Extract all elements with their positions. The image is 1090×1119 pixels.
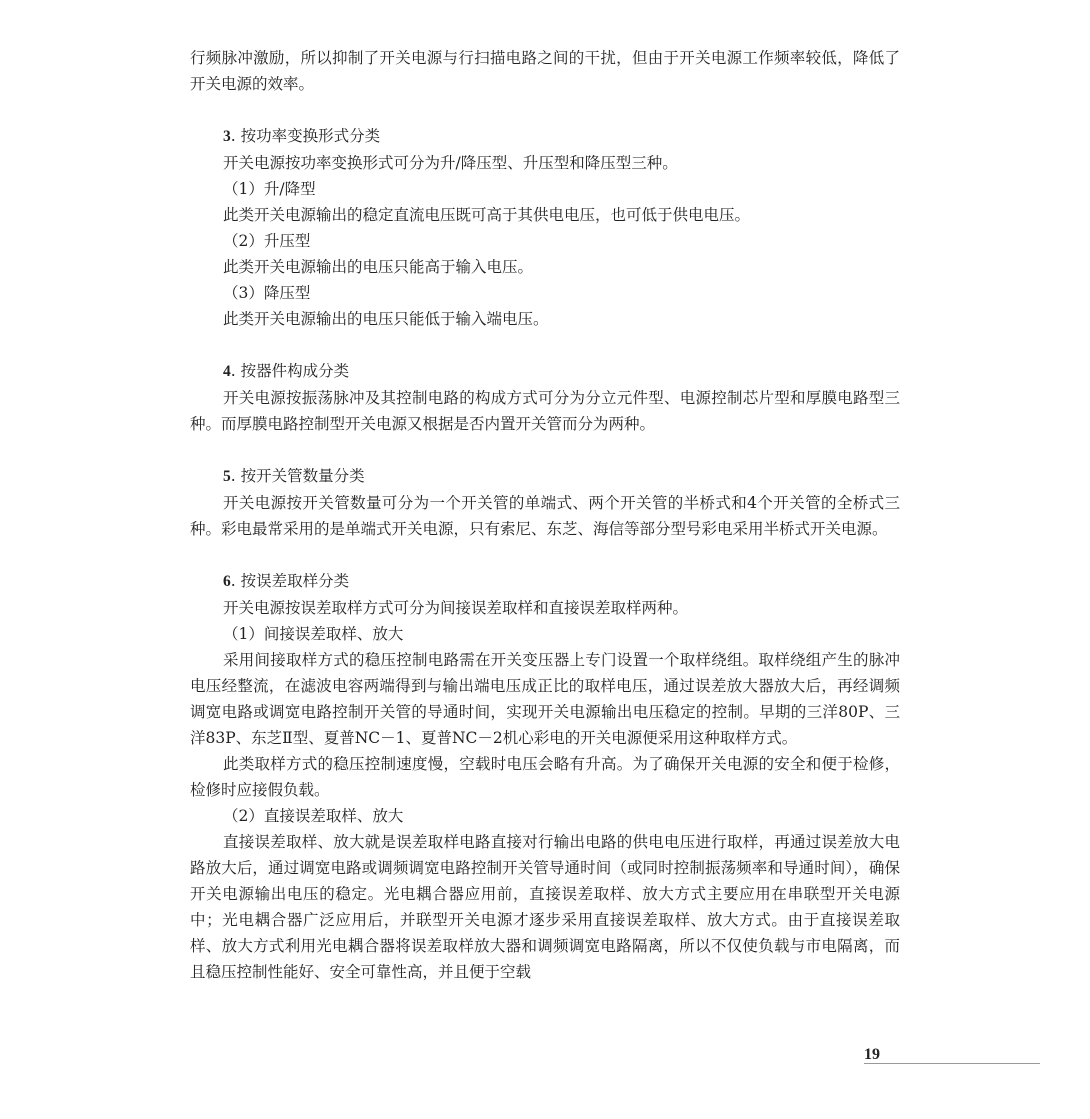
section-heading-4	[190, 358, 900, 385]
paragraph: 开关电源按振荡脉冲及其控制电路的构成方式可分为分立元件型、电源控制芯片型和厚膜电路型三种。而厚膜电路控制型开关电源又根据是否内置开关管而分为两种。	[190, 389, 900, 433]
section-heading-5	[190, 463, 900, 490]
paragraph: 此类开关电源输出的电压只能低于输入端电压。	[223, 310, 549, 328]
paragraph: 此类开关电源输出的稳定直流电压既可高于其供电电压，也可低于供电电压。	[223, 206, 751, 224]
footer-rule	[864, 1063, 1040, 1064]
list-item-heading: （3）降压型	[223, 284, 311, 302]
paragraph: 此类开关电源输出的电压只能高于输入电压。	[223, 258, 534, 276]
section-heading-3	[190, 123, 900, 150]
section-title: . 按开关管数量分类	[230, 467, 365, 485]
paragraph: 开关电源按误差取样方式可分为间接误差取样和直接误差取样两种。	[223, 599, 689, 617]
section-number: 3	[223, 128, 231, 145]
list-item-heading: （1）升/降型	[223, 180, 316, 198]
section-title: . 按误差取样分类	[230, 572, 350, 590]
page-number: 19	[864, 1046, 880, 1063]
paragraph: 此类取样方式的稳压控制速度慢，空载时电压会略有升高。为了确保开关电源的安全和便于检修，检修时应接假负载。	[190, 755, 900, 799]
paragraph: 直接误差取样、放大就是误差取样电路直接对行输出电路的供电电压进行取样，再通过误差放大电路放大后，通过调宽电路或调频调宽电路控制开关管导通时间（或同时控制振荡频率和导通时间），确保开关电源输出电压的稳定。光电耦合器应用前，直接误差取样、放大方式主要应用在串联型开关电源中；光电耦合器广泛应用后，并联型开关电源才逐步采用直接误差取样、放大方式。由于直接误差取样、放大方式利用光电耦合器将误差取样放大器和调频调宽电路隔离，所以不仅使负载与市电隔离，而且稳压控制性能好、安全可靠性高，并且便于空载	[190, 833, 900, 981]
section-number: 5	[223, 468, 231, 485]
paragraph: 开关电源按功率变换形式可分为升/降压型、升压型和降压型三种。	[223, 154, 678, 172]
page-body	[190, 45, 900, 985]
section-title: . 按功率变换形式分类	[230, 127, 381, 145]
section-number: 4	[223, 363, 231, 380]
section-title: . 按器件构成分类	[230, 362, 350, 380]
paragraph: 采用间接取样方式的稳压控制电路需在开关变压器上专门设置一个取样绕组。取样绕组产生的脉冲电压经整流，在滤波电容两端得到与输出端电压成正比的取样电压，通过误差放大器放大后，再经调频调宽电路或调宽电路控制开关管的导通时间，实现开关电源输出电压稳定的控制。早期的三洋80P、三洋83P、东芝Ⅱ型、夏普NC－1、夏普NC－2机心彩电的开关电源便采用这种取样方式。	[190, 651, 900, 747]
list-item-heading: （2）升压型	[223, 232, 311, 250]
list-item-heading: （1）间接误差取样、放大	[223, 625, 404, 643]
section-heading-6	[190, 568, 900, 595]
section-number: 6	[223, 573, 231, 590]
continued-paragraph: 行频脉冲激励，所以抑制了开关电源与行扫描电路之间的干扰，但由于开关电源工作频率较低，降低了开关电源的效率。	[190, 49, 900, 93]
paragraph: 开关电源按开关管数量可分为一个开关管的单端式、两个开关管的半桥式和4个开关管的全桥式三种。彩电最常采用的是单端式开关电源，只有索尼、东芝、海信等部分型号彩电采用半桥式开关电源。	[190, 494, 900, 538]
list-item-heading: （2）直接误差取样、放大	[223, 807, 404, 825]
